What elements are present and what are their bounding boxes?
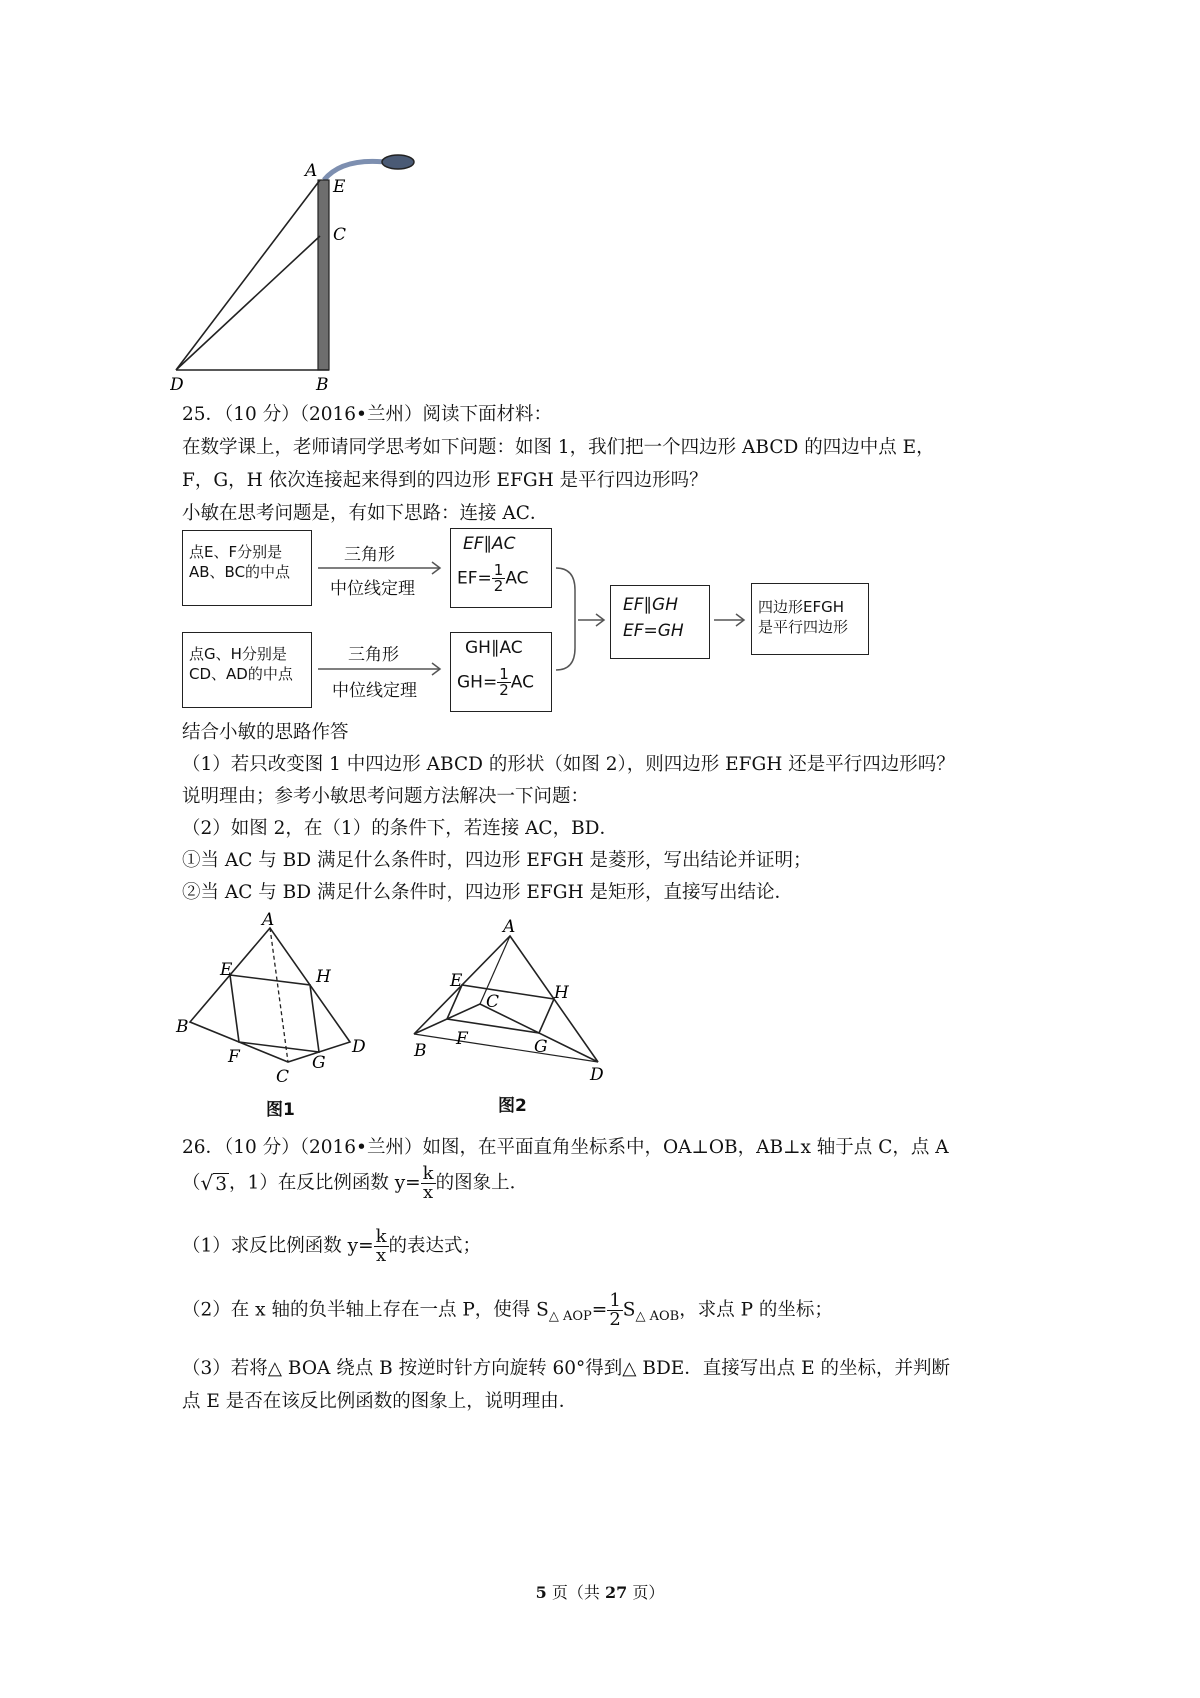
figure-1 xyxy=(175,910,366,1087)
fig1-label-H: H xyxy=(316,967,331,987)
label-E: E xyxy=(333,177,346,197)
subscript-aop: △ AOP xyxy=(548,1309,592,1325)
fig1-label-G: G xyxy=(312,1053,326,1073)
fig1-quad-efgh xyxy=(230,975,319,1052)
q25-header: 25．（10 分）（2016•兰州）阅读下面材料： xyxy=(182,404,552,425)
figure-1-caption: 图1 xyxy=(266,1100,295,1120)
q26-graph-text: 的图象上． xyxy=(435,1172,529,1194)
figure-2-caption: 图2 xyxy=(498,1096,527,1116)
fig1-label-B: B xyxy=(176,1017,189,1037)
arrow1-top-label: 三角形 xyxy=(344,545,395,565)
ef-parallel-ac: EF∥AC xyxy=(463,534,516,554)
arrow2-top-label: 三角形 xyxy=(348,645,399,665)
fig1-label-A: A xyxy=(262,910,275,930)
half-fraction xyxy=(607,1292,622,1329)
conclusion-line2: 是平行四边形 xyxy=(758,618,849,636)
label-C: C xyxy=(333,225,347,245)
fig2-label-G: G xyxy=(534,1037,548,1057)
fraction-k: k xyxy=(375,1226,387,1247)
fig2-label-A: A xyxy=(503,917,516,937)
fraction-k: k xyxy=(422,1163,434,1184)
brace xyxy=(556,568,575,670)
q26-point-text: ，1）在反比例函数 y= xyxy=(229,1172,421,1194)
fraction-x: x xyxy=(423,1182,434,1203)
q26-part1-text: （1）求反比例函数 y= xyxy=(182,1235,374,1257)
fig2-quad-abcd xyxy=(414,936,598,1062)
ac-label: AC xyxy=(505,568,529,589)
q25-paragraph-3: 小敏在思考问题是，有如下思路：连接 AC． xyxy=(182,503,549,524)
fig1-label-C: C xyxy=(276,1067,290,1087)
q25-paragraph-5: （1）若只改变图 1 中四边形 ABCD 的形状（如图 2），则四边形 EFGH 还是平行四边形吗？ xyxy=(182,754,955,775)
fig1-label-F: F xyxy=(228,1047,240,1067)
fig2-label-B: B xyxy=(414,1041,427,1061)
quad-figures xyxy=(170,910,630,1090)
fig2-label-D: D xyxy=(590,1065,604,1085)
q26-paragraph-3 xyxy=(182,1228,481,1268)
sqrt-sign: √ xyxy=(200,1170,214,1195)
area-s: S xyxy=(622,1299,636,1321)
total-page-number: 27 xyxy=(604,1583,628,1602)
footer-text-end: 页） xyxy=(627,1583,665,1602)
q26-paragraph-2 xyxy=(182,1165,528,1205)
flow-box-ef-line1: 点E、F分别是 xyxy=(189,543,283,561)
q25-paragraph-2: F，G，H 依次连接起来得到的四边形 EFGH 是平行四边形吗？ xyxy=(182,470,708,491)
fraction-numerator: 1 xyxy=(499,665,509,683)
gh-eq-label: GH= xyxy=(457,672,498,693)
q26-part1-tail: 的表达式； xyxy=(388,1235,482,1257)
sqrt-three xyxy=(201,1170,230,1198)
gh-parallel-ac: GH∥AC xyxy=(465,638,523,658)
q26-paragraph-6: 点 E 是否在该反比例函数的图象上，说明理由． xyxy=(182,1391,578,1412)
fraction-denominator: 2 xyxy=(499,681,509,699)
q26-paragraph-1: 26．（10 分）（2016•兰州）如图，在平面直角坐标系中，OA⊥OB，AB⊥x 轴于点 C，点 A xyxy=(182,1137,949,1158)
sqrt-radicand: 3 xyxy=(215,1173,228,1195)
page-footer xyxy=(0,1580,1200,1603)
q26-paragraph-4 xyxy=(182,1292,833,1332)
figure-2 xyxy=(413,917,604,1085)
q26-paren-open: （ xyxy=(182,1172,201,1194)
q25-paragraph-6: 说明理由；参考小敏思考问题方法解决一下问题： xyxy=(182,786,590,807)
q25-paragraph-9: ②当 AC 与 BD 满足什么条件时，四边形 EFGH 是矩形，直接写出结论． xyxy=(182,882,793,903)
ef-equals-gh: EF=GH xyxy=(623,621,684,641)
fraction-denominator: 2 xyxy=(493,577,504,595)
footer-text: 页（共 xyxy=(546,1583,605,1602)
flow-arrows xyxy=(0,0,1200,760)
fig1-label-D: D xyxy=(352,1037,366,1057)
fig1-diagonal-ac xyxy=(270,928,288,1062)
q25-paragraph-7: （2）如图 2，在（1）的条件下，若连接 AC，BD． xyxy=(182,818,619,839)
q25-paragraph-8: ①当 AC 与 BD 满足什么条件时，四边形 EFGH 是菱形，写出结论并证明； xyxy=(182,850,812,871)
label-B: B xyxy=(316,375,329,395)
q26-part2-tail: ，求点 P 的坐标； xyxy=(679,1299,833,1321)
q26-part2-text: （2）在 x 轴的负半轴上存在一点 P，使得 S xyxy=(182,1299,549,1321)
equals-sign: = xyxy=(591,1299,608,1321)
fig1-label-E: E xyxy=(220,960,233,980)
k-over-x-fraction xyxy=(421,1165,436,1202)
ac-label: AC xyxy=(510,672,534,693)
flow-box-gh-line2: CD、AD的中点 xyxy=(189,665,293,683)
label-A: A xyxy=(305,161,318,181)
ef-eq-label: EF= xyxy=(457,568,492,589)
fig2-quad-efgh xyxy=(447,985,554,1033)
ef-parallel-gh: EF∥GH xyxy=(623,595,678,615)
flow-box-gh-line1: 点G、H分别是 xyxy=(189,645,287,663)
fraction-denominator: 2 xyxy=(609,1309,621,1330)
fig2-label-C: C xyxy=(486,992,500,1012)
fig2-label-E: E xyxy=(450,971,463,991)
conclusion-line1: 四边形EFGH xyxy=(758,598,845,616)
flow-box-ef-line2: AB、BC的中点 xyxy=(189,563,291,581)
fraction-numerator: 1 xyxy=(609,1290,621,1311)
subscript-aob: △ AOB xyxy=(635,1309,680,1325)
fig2-label-F: F xyxy=(456,1029,468,1049)
fig1-quad-abcd xyxy=(190,928,350,1062)
fraction-x: x xyxy=(375,1245,387,1266)
arrow2-bottom-label: 中位线定理 xyxy=(332,681,417,701)
q26-paragraph-5: （3）若将△ BOA 绕点 B 按逆时针方向旋转 60°得到△ BDE．直接写出点 E 的坐标，并判断 xyxy=(182,1358,951,1379)
k-over-x-fraction xyxy=(374,1228,389,1265)
arrow1-bottom-label: 中位线定理 xyxy=(330,579,415,599)
current-page-number: 5 xyxy=(535,1583,547,1602)
q25-paragraph-1: 在数学课上，老师请同学思考如下问题：如图 1，我们把一个四边形 ABCD 的四边中点 E， xyxy=(182,437,935,458)
label-D: D xyxy=(170,375,184,395)
fraction-numerator: 1 xyxy=(493,561,504,579)
q25-paragraph-4: 结合小敏的思路作答 xyxy=(182,722,349,743)
fig2-label-H: H xyxy=(554,983,569,1003)
